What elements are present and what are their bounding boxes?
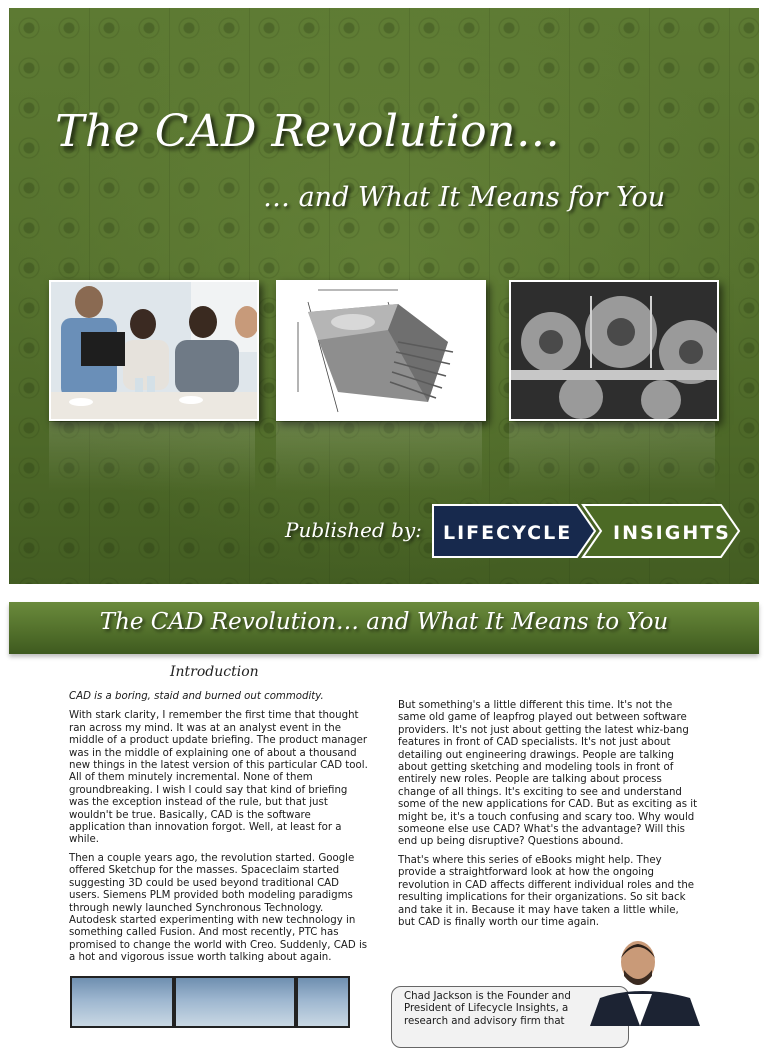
paragraph: With stark clarity, I remember the first time that thought ran across my mind. It was at an analyst event in the middle of a product update briefing. The product manager was in the middle of explaining one of about a thousand new things in the latest version of this particular CAD tool. All of them minutely incremental. None of them groundbreaking. I wish I could say that kind of briefing was the exception instead of the rule, but that just wouldn't be true. Basically, CAD is the software application than innovation forgot. Well, at least for a while. bbox=[69, 710, 368, 846]
sky-photo bbox=[70, 976, 350, 1028]
window-frame bbox=[172, 978, 176, 1026]
left-column bbox=[69, 691, 369, 971]
logo-word-insights: INSIGHTS bbox=[613, 522, 731, 544]
author-bio-text: Chad Jackson is the Founder and President of Lifecycle Insights, a research and advisory firm that bbox=[404, 991, 571, 1027]
paragraph: Then a couple years ago, the revolution started. Google offered Sketchup for the masses. Spaceclaim started suggesting 3D could be used beyond traditional CAD users. Siemens PLM provided both modeling paradigms through newly launched Synchronous Technology. Autodesk started experimenting with new technology in something called Fusion. And most recently, PTC has promised to change the world with Creo. Suddenly, CAD is a hot and vigorous issue worth talking about again. bbox=[69, 852, 368, 964]
section-heading-introduction: Introduction bbox=[170, 664, 259, 680]
published-by-label: Published by: bbox=[285, 518, 422, 542]
paragraph: That's where this series of eBooks might help. They provide a straightforward look at how the ongoing revolution in CAD affects different individual roles and the resulting implications for their organizations. So sit back and take it in. Because it may have taken a little while, but CAD is finally worth our time again. bbox=[398, 854, 695, 928]
cover-title: The CAD Revolution… bbox=[55, 106, 561, 157]
paragraph: But something's a little different this time. It's not the same old game of leapfrog played out between software providers. It's not just about getting the latest whiz-bang features in front of CAD specialists. It's not just about detailing out engineering drawings. People are talking about getting sketching and modeling tools in front of entirely new roles. People are talking about process change of all things. It's exciting to see and understand some of the new applications for CAD. But as exciting as it might be, it's a touch confusing and scary too. Why would someone else use CAD? What's the advantage? Will this end up being disruptive? Questions abound. bbox=[398, 700, 698, 848]
gearbox-reflection bbox=[509, 422, 715, 492]
cover-page bbox=[9, 8, 759, 584]
logo-word-lifecycle: LIFECYCLE bbox=[443, 522, 573, 544]
lifecycle-insights-logo bbox=[431, 503, 741, 559]
gearbox-photo bbox=[509, 280, 719, 421]
bevel-gear-drawing bbox=[276, 280, 486, 421]
right-column bbox=[398, 700, 698, 935]
page-banner bbox=[9, 602, 759, 654]
window-frame bbox=[294, 978, 298, 1026]
author-portrait bbox=[590, 936, 700, 1026]
lead-sentence: CAD is a boring, staid and burned out commodity. bbox=[69, 691, 324, 702]
gear-drawing-reflection bbox=[276, 422, 482, 492]
meeting-photo bbox=[49, 280, 259, 421]
cover-subtitle: … and What It Means for You bbox=[263, 182, 666, 213]
banner-title: The CAD Revolution… and What It Means to You bbox=[99, 609, 669, 635]
meeting-photo-reflection bbox=[49, 422, 255, 492]
